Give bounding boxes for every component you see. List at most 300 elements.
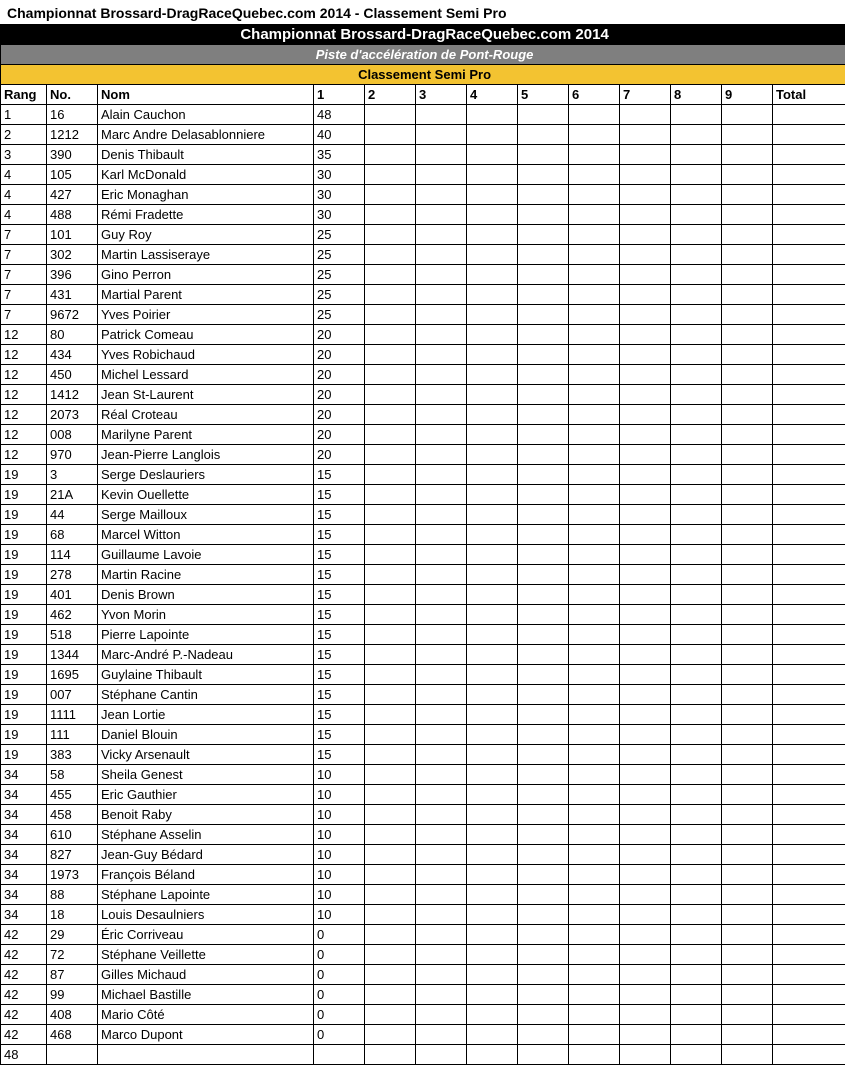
round-3-cell xyxy=(416,265,467,285)
round-2-cell xyxy=(365,345,416,365)
round-5-cell xyxy=(518,425,569,445)
total-cell xyxy=(773,325,845,345)
round-5-cell xyxy=(518,445,569,465)
round-5-cell xyxy=(518,565,569,585)
round-8-cell xyxy=(671,325,722,345)
rank-cell: 12 xyxy=(1,385,47,405)
column-header: 9 xyxy=(722,85,773,105)
round-5-cell xyxy=(518,465,569,485)
round-8-cell xyxy=(671,825,722,845)
round-5-cell xyxy=(518,945,569,965)
round-3-cell xyxy=(416,965,467,985)
table-row xyxy=(1,565,845,585)
round-7-cell xyxy=(620,785,671,805)
total-cell xyxy=(773,865,845,885)
round-5-cell xyxy=(518,365,569,385)
round-1-cell: 10 xyxy=(314,765,365,785)
name-cell: Eric Monaghan xyxy=(98,185,314,205)
round-9-cell xyxy=(722,465,773,485)
round-1-cell: 15 xyxy=(314,705,365,725)
round-4-cell xyxy=(467,145,518,165)
round-7-cell xyxy=(620,505,671,525)
round-6-cell xyxy=(569,205,620,225)
round-9-cell xyxy=(722,625,773,645)
round-8-cell xyxy=(671,665,722,685)
total-cell xyxy=(773,565,845,585)
round-3-cell xyxy=(416,305,467,325)
round-6-cell xyxy=(569,705,620,725)
number-cell: 450 xyxy=(47,365,98,385)
round-7-cell xyxy=(620,345,671,365)
rank-cell: 19 xyxy=(1,745,47,765)
round-8-cell xyxy=(671,1025,722,1045)
number-cell: 007 xyxy=(47,685,98,705)
round-8-cell xyxy=(671,785,722,805)
number-cell: 278 xyxy=(47,565,98,585)
round-7-cell xyxy=(620,605,671,625)
round-9-cell xyxy=(722,645,773,665)
rank-cell: 12 xyxy=(1,365,47,385)
round-6-cell xyxy=(569,825,620,845)
number-cell: 9672 xyxy=(47,305,98,325)
column-header-row xyxy=(1,85,845,105)
round-6-cell xyxy=(569,325,620,345)
column-header: Rang xyxy=(1,85,47,105)
round-9-cell xyxy=(722,305,773,325)
number-cell: 396 xyxy=(47,265,98,285)
number-cell: 827 xyxy=(47,845,98,865)
name-cell: Jean-Pierre Langlois xyxy=(98,445,314,465)
round-3-cell xyxy=(416,665,467,685)
table-row xyxy=(1,365,845,385)
number-cell: 1344 xyxy=(47,645,98,665)
round-2-cell xyxy=(365,945,416,965)
round-9-cell xyxy=(722,705,773,725)
table-row xyxy=(1,745,845,765)
round-8-cell xyxy=(671,205,722,225)
round-8-cell xyxy=(671,465,722,485)
table-row xyxy=(1,825,845,845)
number-cell: 105 xyxy=(47,165,98,185)
round-8-cell xyxy=(671,245,722,265)
round-4-cell xyxy=(467,685,518,705)
total-cell xyxy=(773,1025,845,1045)
total-cell xyxy=(773,145,845,165)
round-4-cell xyxy=(467,825,518,845)
column-header: No. xyxy=(47,85,98,105)
table-row xyxy=(1,285,845,305)
round-3-cell xyxy=(416,645,467,665)
table-row xyxy=(1,465,845,485)
round-4-cell xyxy=(467,885,518,905)
table-row xyxy=(1,385,845,405)
round-7-cell xyxy=(620,665,671,685)
round-3-cell xyxy=(416,445,467,465)
round-2-cell xyxy=(365,665,416,685)
rank-cell: 19 xyxy=(1,645,47,665)
round-3-cell xyxy=(416,125,467,145)
total-cell xyxy=(773,605,845,625)
round-6-cell xyxy=(569,185,620,205)
round-9-cell xyxy=(722,805,773,825)
number-cell: 99 xyxy=(47,985,98,1005)
round-5-cell xyxy=(518,745,569,765)
total-cell xyxy=(773,265,845,285)
round-5-cell xyxy=(518,285,569,305)
name-cell: Marilyne Parent xyxy=(98,425,314,445)
round-4-cell xyxy=(467,565,518,585)
round-4-cell xyxy=(467,485,518,505)
total-cell xyxy=(773,465,845,485)
round-1-cell: 25 xyxy=(314,245,365,265)
round-6-cell xyxy=(569,225,620,245)
round-1-cell xyxy=(314,1045,365,1065)
rank-cell: 48 xyxy=(1,1045,47,1065)
round-5-cell xyxy=(518,665,569,685)
round-2-cell xyxy=(365,685,416,705)
round-9-cell xyxy=(722,865,773,885)
round-4-cell xyxy=(467,505,518,525)
round-3-cell xyxy=(416,545,467,565)
round-1-cell: 25 xyxy=(314,305,365,325)
round-3-cell xyxy=(416,905,467,925)
table-row xyxy=(1,945,845,965)
round-8-cell xyxy=(671,405,722,425)
round-6-cell xyxy=(569,945,620,965)
round-6-cell xyxy=(569,625,620,645)
round-9-cell xyxy=(722,605,773,625)
round-2-cell xyxy=(365,145,416,165)
number-cell: 408 xyxy=(47,1005,98,1025)
name-cell: Vicky Arsenault xyxy=(98,745,314,765)
round-1-cell: 25 xyxy=(314,225,365,245)
round-6-cell xyxy=(569,605,620,625)
round-1-cell: 15 xyxy=(314,505,365,525)
round-8-cell xyxy=(671,385,722,405)
round-3-cell xyxy=(416,805,467,825)
round-9-cell xyxy=(722,365,773,385)
total-cell xyxy=(773,905,845,925)
rank-cell: 42 xyxy=(1,1025,47,1045)
round-2-cell xyxy=(365,185,416,205)
round-8-cell xyxy=(671,625,722,645)
round-3-cell xyxy=(416,465,467,485)
round-8-cell xyxy=(671,525,722,545)
name-cell: Stéphane Asselin xyxy=(98,825,314,845)
number-cell: 1412 xyxy=(47,385,98,405)
round-7-cell xyxy=(620,925,671,945)
round-4-cell xyxy=(467,545,518,565)
round-4-cell xyxy=(467,965,518,985)
number-cell: 008 xyxy=(47,425,98,445)
round-2-cell xyxy=(365,805,416,825)
round-3-cell xyxy=(416,845,467,865)
round-5-cell xyxy=(518,325,569,345)
total-cell xyxy=(773,765,845,785)
round-2-cell xyxy=(365,245,416,265)
rank-cell: 19 xyxy=(1,485,47,505)
round-9-cell xyxy=(722,1045,773,1065)
round-1-cell: 15 xyxy=(314,525,365,545)
round-1-cell: 20 xyxy=(314,325,365,345)
rank-cell: 42 xyxy=(1,925,47,945)
round-1-cell: 10 xyxy=(314,885,365,905)
total-cell xyxy=(773,705,845,725)
round-6-cell xyxy=(569,405,620,425)
round-8-cell xyxy=(671,545,722,565)
rank-cell: 42 xyxy=(1,1005,47,1025)
round-1-cell: 20 xyxy=(314,345,365,365)
name-cell: Denis Brown xyxy=(98,585,314,605)
round-4-cell xyxy=(467,605,518,625)
round-8-cell xyxy=(671,745,722,765)
round-1-cell: 30 xyxy=(314,205,365,225)
round-1-cell: 0 xyxy=(314,1025,365,1045)
round-8-cell xyxy=(671,725,722,745)
round-9-cell xyxy=(722,345,773,365)
round-5-cell xyxy=(518,165,569,185)
round-4-cell xyxy=(467,1025,518,1045)
rank-cell: 42 xyxy=(1,985,47,1005)
round-7-cell xyxy=(620,385,671,405)
table-row xyxy=(1,205,845,225)
round-1-cell: 0 xyxy=(314,1005,365,1025)
round-4-cell xyxy=(467,125,518,145)
number-cell: 518 xyxy=(47,625,98,645)
round-5-cell xyxy=(518,185,569,205)
round-9-cell xyxy=(722,985,773,1005)
number-cell: 18 xyxy=(47,905,98,925)
round-4-cell xyxy=(467,325,518,345)
round-7-cell xyxy=(620,725,671,745)
number-cell: 302 xyxy=(47,245,98,265)
total-cell xyxy=(773,545,845,565)
round-6-cell xyxy=(569,465,620,485)
round-4-cell xyxy=(467,625,518,645)
round-5-cell xyxy=(518,605,569,625)
round-5-cell xyxy=(518,245,569,265)
table-row xyxy=(1,305,845,325)
round-1-cell: 15 xyxy=(314,685,365,705)
table-row xyxy=(1,665,845,685)
round-2-cell xyxy=(365,445,416,465)
round-8-cell xyxy=(671,285,722,305)
total-cell xyxy=(773,285,845,305)
number-cell: 87 xyxy=(47,965,98,985)
round-7-cell xyxy=(620,705,671,725)
round-2-cell xyxy=(365,825,416,845)
total-cell xyxy=(773,505,845,525)
round-4-cell xyxy=(467,805,518,825)
name-cell: Eric Gauthier xyxy=(98,785,314,805)
round-4-cell xyxy=(467,1045,518,1065)
round-2-cell xyxy=(365,545,416,565)
round-7-cell xyxy=(620,165,671,185)
round-7-cell xyxy=(620,885,671,905)
number-cell: 462 xyxy=(47,605,98,625)
total-cell xyxy=(773,965,845,985)
name-cell: Stéphane Cantin xyxy=(98,685,314,705)
rank-cell: 34 xyxy=(1,825,47,845)
round-1-cell: 20 xyxy=(314,365,365,385)
round-5-cell xyxy=(518,545,569,565)
round-3-cell xyxy=(416,185,467,205)
round-5-cell xyxy=(518,725,569,745)
rank-cell: 19 xyxy=(1,465,47,485)
round-5-cell xyxy=(518,225,569,245)
round-9-cell xyxy=(722,325,773,345)
name-cell: Benoit Raby xyxy=(98,805,314,825)
round-3-cell xyxy=(416,225,467,245)
round-1-cell: 20 xyxy=(314,405,365,425)
total-cell xyxy=(773,585,845,605)
round-3-cell xyxy=(416,865,467,885)
round-5-cell xyxy=(518,865,569,885)
table-row xyxy=(1,445,845,465)
round-1-cell: 0 xyxy=(314,985,365,1005)
number-cell: 2073 xyxy=(47,405,98,425)
table-row xyxy=(1,645,845,665)
round-8-cell xyxy=(671,765,722,785)
rank-cell: 34 xyxy=(1,905,47,925)
number-cell: 16 xyxy=(47,105,98,125)
table-row xyxy=(1,325,845,345)
round-5-cell xyxy=(518,525,569,545)
round-9-cell xyxy=(722,685,773,705)
rank-cell: 19 xyxy=(1,705,47,725)
rank-cell: 34 xyxy=(1,805,47,825)
rank-cell: 1 xyxy=(1,105,47,125)
round-9-cell xyxy=(722,905,773,925)
round-2-cell xyxy=(365,125,416,145)
round-9-cell xyxy=(722,405,773,425)
round-5-cell xyxy=(518,505,569,525)
name-cell: Gino Perron xyxy=(98,265,314,285)
round-1-cell: 10 xyxy=(314,845,365,865)
round-8-cell xyxy=(671,905,722,925)
name-cell: Marco Dupont xyxy=(98,1025,314,1045)
round-9-cell xyxy=(722,525,773,545)
name-cell: Alain Cauchon xyxy=(98,105,314,125)
number-cell: 431 xyxy=(47,285,98,305)
round-5-cell xyxy=(518,785,569,805)
round-5-cell xyxy=(518,625,569,645)
round-8-cell xyxy=(671,225,722,245)
table-row xyxy=(1,265,845,285)
table-row xyxy=(1,425,845,445)
round-4-cell xyxy=(467,425,518,445)
name-cell: Gilles Michaud xyxy=(98,965,314,985)
name-cell: Réal Croteau xyxy=(98,405,314,425)
round-7-cell xyxy=(620,865,671,885)
total-cell xyxy=(773,725,845,745)
rank-cell: 34 xyxy=(1,765,47,785)
rank-cell: 3 xyxy=(1,145,47,165)
table-row xyxy=(1,865,845,885)
round-1-cell: 15 xyxy=(314,725,365,745)
total-cell xyxy=(773,105,845,125)
round-6-cell xyxy=(569,905,620,925)
round-1-cell: 30 xyxy=(314,165,365,185)
round-3-cell xyxy=(416,505,467,525)
round-1-cell: 15 xyxy=(314,745,365,765)
name-cell: Karl McDonald xyxy=(98,165,314,185)
number-cell: 114 xyxy=(47,545,98,565)
round-9-cell xyxy=(722,765,773,785)
round-7-cell xyxy=(620,105,671,125)
round-2-cell xyxy=(365,1005,416,1025)
round-4-cell xyxy=(467,105,518,125)
round-2-cell xyxy=(365,905,416,925)
round-1-cell: 20 xyxy=(314,445,365,465)
round-7-cell xyxy=(620,685,671,705)
round-2-cell xyxy=(365,305,416,325)
round-5-cell xyxy=(518,385,569,405)
name-cell: Jean-Guy Bédard xyxy=(98,845,314,865)
table-row xyxy=(1,785,845,805)
round-1-cell: 15 xyxy=(314,585,365,605)
round-1-cell: 10 xyxy=(314,785,365,805)
round-3-cell xyxy=(416,345,467,365)
table-row xyxy=(1,725,845,745)
round-6-cell xyxy=(569,305,620,325)
round-9-cell xyxy=(722,845,773,865)
round-7-cell xyxy=(620,545,671,565)
round-8-cell xyxy=(671,605,722,625)
round-2-cell xyxy=(365,1045,416,1065)
table-row xyxy=(1,1025,845,1045)
round-5-cell xyxy=(518,845,569,865)
total-cell xyxy=(773,1045,845,1065)
round-2-cell xyxy=(365,525,416,545)
number-cell: 1111 xyxy=(47,705,98,725)
round-2-cell xyxy=(365,865,416,885)
round-2-cell xyxy=(365,465,416,485)
name-cell: François Béland xyxy=(98,865,314,885)
round-2-cell xyxy=(365,285,416,305)
table-row xyxy=(1,705,845,725)
table-row xyxy=(1,585,845,605)
name-cell: Guylaine Thibault xyxy=(98,665,314,685)
rank-cell: 34 xyxy=(1,865,47,885)
round-3-cell xyxy=(416,425,467,445)
total-cell xyxy=(773,165,845,185)
round-6-cell xyxy=(569,785,620,805)
name-cell: Louis Desaulniers xyxy=(98,905,314,925)
round-8-cell xyxy=(671,585,722,605)
round-6-cell xyxy=(569,685,620,705)
round-9-cell xyxy=(722,945,773,965)
round-9-cell xyxy=(722,205,773,225)
round-8-cell xyxy=(671,445,722,465)
round-7-cell xyxy=(620,525,671,545)
round-9-cell xyxy=(722,965,773,985)
round-8-cell xyxy=(671,485,722,505)
name-cell: Martin Racine xyxy=(98,565,314,585)
round-5-cell xyxy=(518,305,569,325)
round-9-cell xyxy=(722,285,773,305)
round-3-cell xyxy=(416,725,467,745)
rank-cell: 12 xyxy=(1,445,47,465)
total-cell xyxy=(773,825,845,845)
table-row xyxy=(1,225,845,245)
round-6-cell xyxy=(569,525,620,545)
round-2-cell xyxy=(365,585,416,605)
round-2-cell xyxy=(365,485,416,505)
round-3-cell xyxy=(416,585,467,605)
table-row xyxy=(1,885,845,905)
number-cell: 970 xyxy=(47,445,98,465)
